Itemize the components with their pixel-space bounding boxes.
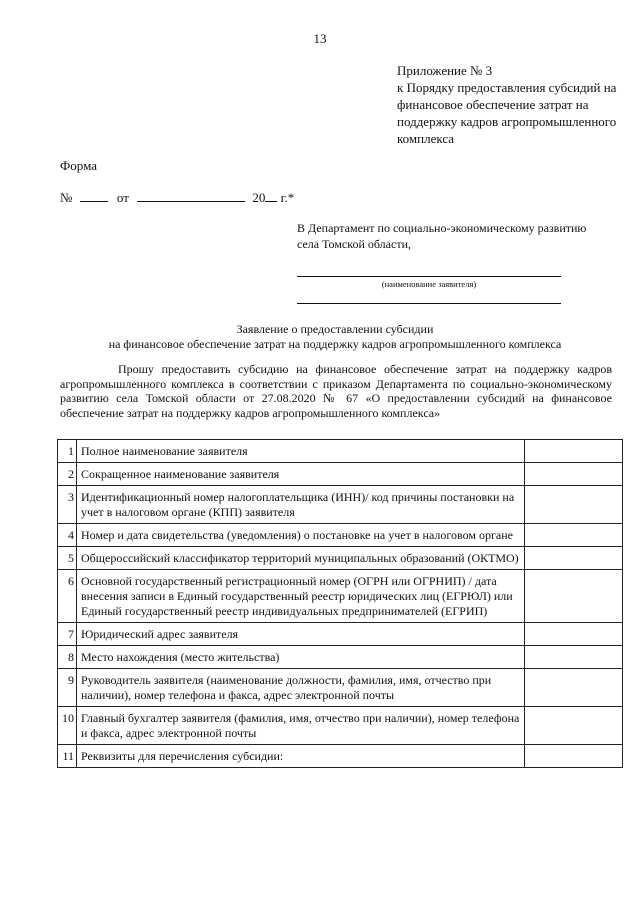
- row-number: 8: [58, 646, 77, 669]
- application-title: [60, 322, 610, 352]
- row-label: Идентификационный номер налогоплательщика (ИНН)/ код причины постановки на учет в налоговом органе (КПП) заявителя: [77, 486, 525, 524]
- applicant-name-line-2[interactable]: [297, 303, 561, 304]
- row-value-field[interactable]: [525, 440, 623, 463]
- table-row: [58, 547, 623, 570]
- applicant-name-caption: (наименование заявителя): [381, 279, 477, 289]
- title-line-2: на финансовое обеспечение затрат на поддержку кадров агропромышленного комплекса: [108, 337, 562, 351]
- title-line-1: Заявление о предоставлении субсидии: [236, 322, 434, 336]
- row-number: 7: [58, 623, 77, 646]
- row-value-field[interactable]: [525, 547, 623, 570]
- row-label: Сокращенное наименование заявителя: [77, 463, 525, 486]
- row-label: Место нахождения (место жительства): [77, 646, 525, 669]
- row-label: Основной государственный регистрационный номер (ОГРН или ОГРНИП) / дата внесения записи в Единый государственный реестр юридических лиц (ЕГРЮЛ) или Единый государственный реестр индивидуальных предпринимателей (ЕГРИП): [77, 570, 525, 623]
- row-label: Номер и дата свидетельства (уведомления) о постановке на учет в налоговом органе: [77, 524, 525, 547]
- table-row: [58, 646, 623, 669]
- table-row: [58, 745, 623, 768]
- row-number: 1: [58, 440, 77, 463]
- table-row: [58, 669, 623, 707]
- row-value-field[interactable]: [525, 669, 623, 707]
- row-number: 10: [58, 707, 77, 745]
- table-row: [58, 707, 623, 745]
- addressee-text: В Департамент по социально-экономическому развитию села Томской области,: [297, 221, 587, 251]
- row-label: Реквизиты для перечисления субсидии:: [77, 745, 525, 768]
- row-value-field[interactable]: [525, 707, 623, 745]
- table-row: [58, 463, 623, 486]
- annex-subtitle: к Порядку предоставления субсидий на финансовое обеспечение затрат на поддержку кадров агропромышленного комплекса: [397, 80, 617, 146]
- page-number: 13: [313, 31, 327, 46]
- table-row: [58, 524, 623, 547]
- date-field[interactable]: [137, 189, 245, 202]
- table-row: [58, 570, 623, 623]
- row-number: 4: [58, 524, 77, 547]
- intro-paragraph: Прошу предоставить субсидию на финансовое обеспечение затрат на поддержку кадров агропромышленного комплекса в соответствии с приказом Департамента по социально-экономическому развитию села Томской области от 27.08.2020 № 67 «О предоставлении субсидий на финансовое обеспечение затрат на поддержку кадров агропромышленного комплекса»: [60, 362, 612, 420]
- number-label: №: [60, 190, 73, 205]
- applicant-info-table: [57, 439, 623, 768]
- row-label: Юридический адрес заявителя: [77, 623, 525, 646]
- row-number: 6: [58, 570, 77, 623]
- row-value-field[interactable]: [525, 623, 623, 646]
- annex-title: Приложение № 3: [397, 63, 493, 78]
- row-label: Руководитель заявителя (наименование должности, фамилия, имя, отчество при наличии), номер телефона и факса, адрес электронной почты: [77, 669, 525, 707]
- year-suffix: г.*: [277, 190, 295, 205]
- row-value-field[interactable]: [525, 646, 623, 669]
- row-value-field[interactable]: [525, 745, 623, 768]
- row-label: Главный бухгалтер заявителя (фамилия, имя, отчество при наличии), номер телефона и факса, адрес электронной почты: [77, 707, 525, 745]
- year-field[interactable]: [265, 189, 277, 202]
- row-label: Полное наименование заявителя: [77, 440, 525, 463]
- row-number: 2: [58, 463, 77, 486]
- row-value-field[interactable]: [525, 486, 623, 524]
- row-number: 11: [58, 745, 77, 768]
- number-field[interactable]: [80, 189, 108, 202]
- row-value-field[interactable]: [525, 570, 623, 623]
- row-value-field[interactable]: [525, 524, 623, 547]
- form-label: Форма: [60, 158, 97, 173]
- table-row: [58, 623, 623, 646]
- row-number: 9: [58, 669, 77, 707]
- date-from-label: от: [116, 190, 129, 205]
- row-label: Общероссийский классификатор территорий муниципальных образований (ОКТМО): [77, 547, 525, 570]
- row-number: 3: [58, 486, 77, 524]
- row-number: 5: [58, 547, 77, 570]
- table-row: [58, 486, 623, 524]
- annex-header: [397, 62, 622, 147]
- document-number-line: [60, 189, 294, 206]
- applicant-name-line[interactable]: [297, 276, 561, 277]
- row-value-field[interactable]: [525, 463, 623, 486]
- year-label: 20: [252, 190, 266, 205]
- table-row: [58, 440, 623, 463]
